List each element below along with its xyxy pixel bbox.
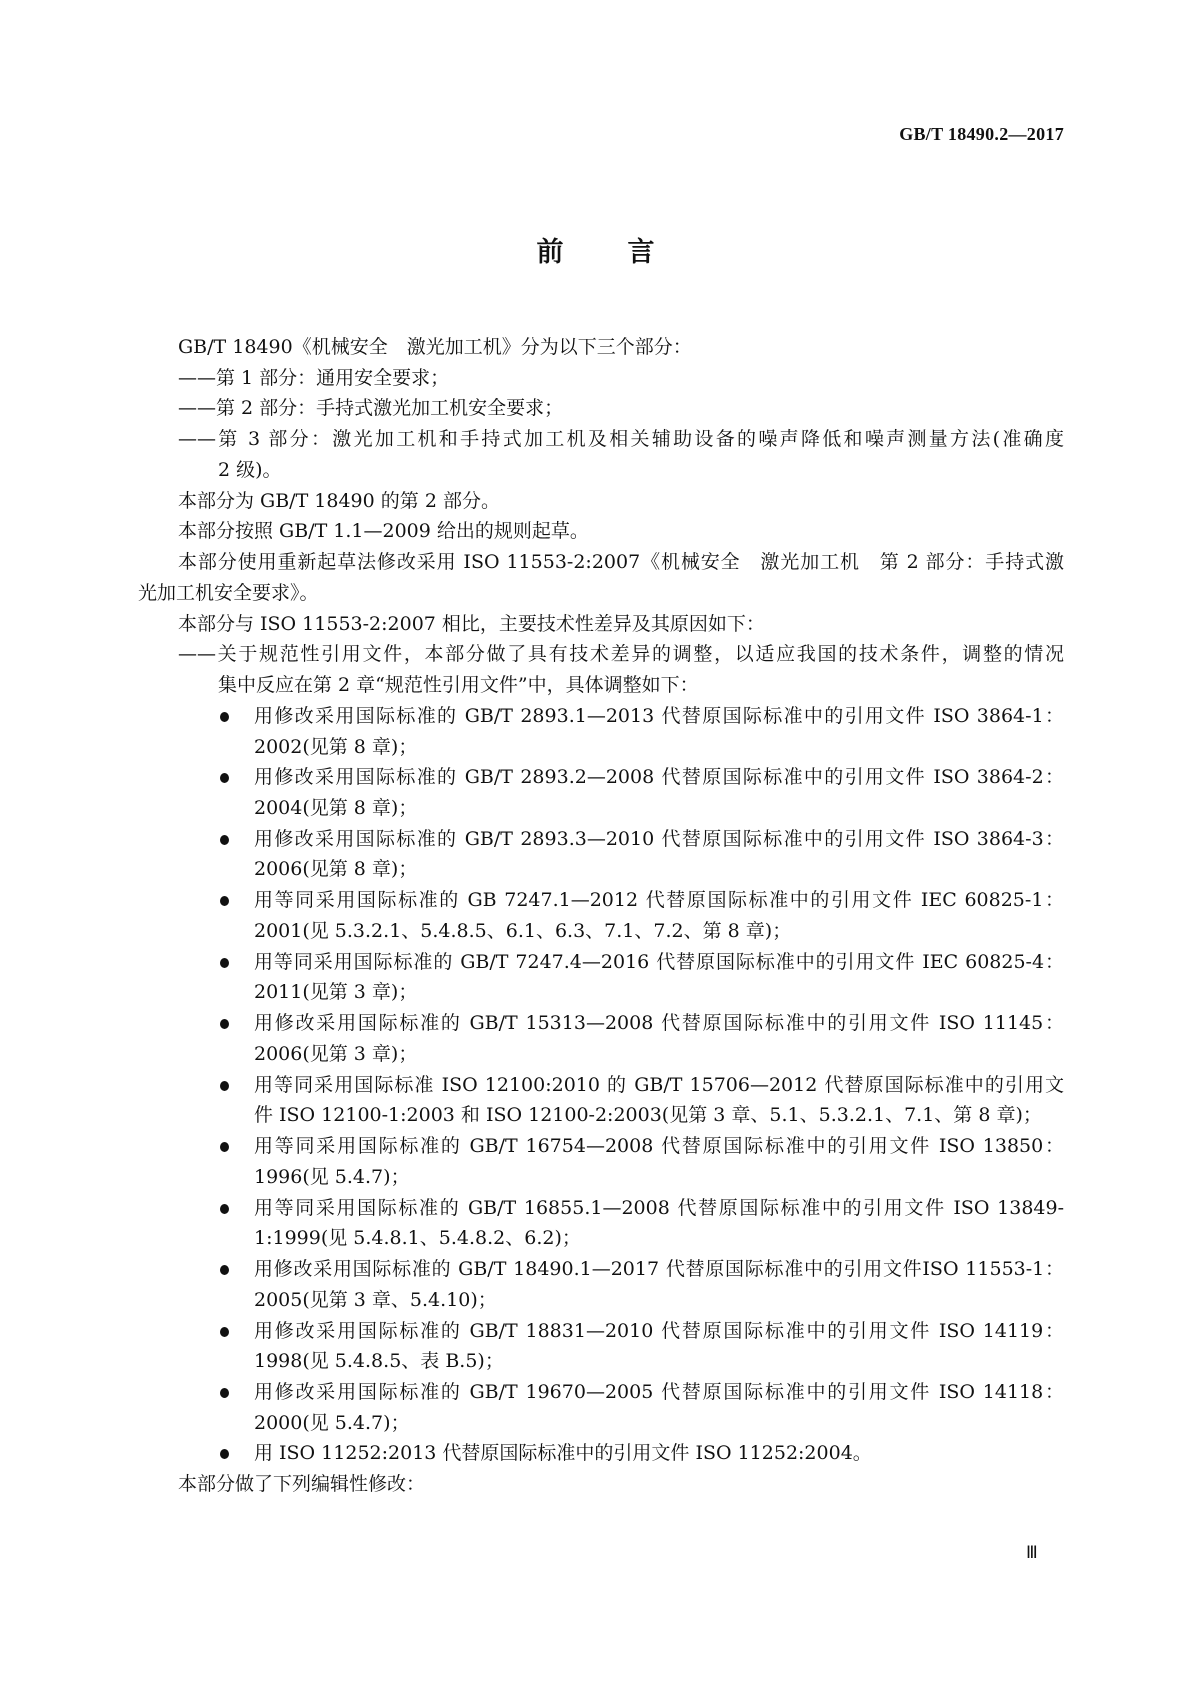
bullet-item	[138, 1193, 1064, 1224]
bullet-item	[138, 1377, 1064, 1408]
bullet-icon	[220, 896, 229, 906]
bullet-item-cont: 2006(见第 8 章)；	[254, 858, 418, 881]
bullet-item	[138, 762, 1064, 793]
bullet-text: 用 ISO 11252:2013 代替原国际标准中的引用文件 ISO 11252:2004。	[254, 1442, 872, 1465]
bullet-text: 用等同采用国际标准的 GB/T 7247.4—2016 代替原国际标准中的引用文件 IEC 60825-4：	[254, 950, 1064, 973]
bullet-text: 用修改采用国际标准的 GB/T 2893.3—2010 代替原国际标准中的引用文件 ISO 3864-3：	[254, 827, 1064, 850]
paragraph-editorial: 本部分做了下列编辑性修改：	[178, 1473, 426, 1496]
bullet-item	[138, 824, 1064, 855]
title-char: 言	[627, 237, 655, 268]
foreword-body	[138, 332, 1064, 1500]
bullet-item-cont: 1998(见 5.4.8.5、表 B.5)；	[254, 1350, 504, 1373]
bullet-item-cont: 件 ISO 12100-1:2003 和 ISO 12100-2:2003(见第 3 章、5.1、5.3.2.1、7.1、第 8 章)；	[254, 1104, 1042, 1127]
bullet-item	[138, 1008, 1064, 1039]
bullet-icon	[220, 958, 229, 968]
bullet-item	[138, 947, 1064, 978]
bullet-icon	[220, 1204, 229, 1214]
bullet-icon	[220, 1142, 229, 1152]
bullet-icon	[220, 712, 229, 722]
bullet-icon	[220, 773, 229, 783]
bullet-item-cont: 2006(见第 3 章)；	[254, 1042, 418, 1065]
bullet-text: 用修改采用国际标准的 GB/T 19670—2005 代替原国际标准中的引用文件 ISO 14118：	[254, 1380, 1064, 1403]
paragraph-adopt: 本部分使用重新起草法修改采用 ISO 11553-2:2007《机械安全 激光加工机 第 2 部分：手持式激	[178, 551, 1064, 574]
bullet-item-cont: 2002(见第 8 章)；	[254, 735, 418, 758]
bullet-item	[138, 1070, 1064, 1101]
bullet-item	[138, 1131, 1064, 1162]
page-title	[0, 230, 1191, 269]
bullet-icon	[220, 1449, 229, 1459]
bullet-icon	[220, 1265, 229, 1275]
bullet-icon	[220, 1081, 229, 1091]
bullet-text: 用修改采用国际标准的 GB/T 18490.1—2017 代替原国际标准中的引用文件ISO 11553-1：	[254, 1258, 1064, 1281]
paragraph-adopt-cont: 光加工机安全要求》。	[138, 581, 319, 604]
bullet-item-cont: 1996(见 5.4.7)；	[254, 1165, 410, 1188]
bullet-text: 用等同采用国际标准的 GB 7247.1—2012 代替原国际标准中的引用文件 IEC 60825-1：	[254, 889, 1064, 912]
list-item-differences: ——关于规范性引用文件，本部分做了具有技术差异的调整，以适应我国的技术条件，调整的情况	[178, 643, 1064, 666]
bullet-item-cont: 1:1999(见 5.4.8.1、5.4.8.2、6.2)；	[254, 1227, 581, 1250]
bullet-item	[138, 1254, 1064, 1285]
document-number-header: GB/T 18490.2—2017	[899, 124, 1064, 144]
paragraph-this-part: 本部分为 GB/T 18490 的第 2 部分。	[178, 489, 500, 512]
bullet-item-cont: 2004(见第 8 章)；	[254, 797, 418, 820]
bullet-item-cont: 2005(见第 3 章、5.4.10)；	[254, 1288, 497, 1311]
bullet-text: 用修改采用国际标准的 GB/T 2893.1—2013 代替原国际标准中的引用文件 ISO 3864-1：	[254, 704, 1064, 727]
bullet-item-cont: 2011(见第 3 章)；	[254, 981, 418, 1004]
bullet-text: 用修改采用国际标准的 GB/T 2893.2—2008 代替原国际标准中的引用文件 ISO 3864-2：	[254, 766, 1064, 789]
bullet-icon	[220, 1327, 229, 1337]
bullet-icon	[220, 835, 229, 845]
list-item-part2: ——第 2 部分：手持式激光加工机安全要求；	[178, 397, 564, 420]
paragraph-parts: GB/T 18490《机械安全 激光加工机》分为以下三个部分：	[178, 336, 692, 358]
list-item-differences-cont: 集中反应在第 2 章“规范性引用文件”中，具体调整如下：	[218, 674, 699, 697]
bullet-icon	[220, 1388, 229, 1398]
bullet-text: 用修改采用国际标准的 GB/T 18831—2010 代替原国际标准中的引用文件 ISO 14119：	[254, 1319, 1064, 1342]
bullet-item	[138, 1316, 1064, 1347]
bullet-text: 用等同采用国际标准的 GB/T 16855.1—2008 代替原国际标准中的引用文件 ISO 13849-	[254, 1196, 1064, 1219]
bullet-item	[138, 1438, 1064, 1469]
bullet-text: 用等同采用国际标准 ISO 12100:2010 的 GB/T 15706—2012 代替原国际标准中的引用文	[254, 1073, 1064, 1096]
bullet-item-cont: 2001(见 5.3.2.1、5.4.8.5、6.1、6.3、7.1、7.2、第 8 章)；	[254, 919, 792, 942]
bullet-icon	[220, 1019, 229, 1029]
bullet-item	[138, 885, 1064, 916]
paragraph-compare: 本部分与 ISO 11553-2:2007 相比，主要技术性差异及其原因如下：	[178, 612, 765, 635]
list-item-part1: ——第 1 部分：通用安全要求；	[178, 366, 450, 389]
bullet-text: 用等同采用国际标准的 GB/T 16754—2008 代替原国际标准中的引用文件 ISO 13850：	[254, 1135, 1064, 1158]
list-item-part3-cont: 2 级)。	[218, 458, 282, 481]
bullet-item-cont: 2000(见 5.4.7)；	[254, 1411, 410, 1434]
bullet-text: 用修改采用国际标准的 GB/T 15313—2008 代替原国际标准中的引用文件 ISO 11145：	[254, 1012, 1064, 1035]
paragraph-drafted: 本部分按照 GB/T 1.1—2009 给出的规则起草。	[178, 520, 589, 543]
page-number: Ⅲ	[1026, 1543, 1038, 1562]
bullet-item	[138, 701, 1064, 732]
title-char: 前	[536, 237, 564, 268]
list-item-part3: ——第 3 部分：激光加工机和手持式加工机及相关辅助设备的噪声降低和噪声测量方法(准确度	[178, 428, 1064, 451]
